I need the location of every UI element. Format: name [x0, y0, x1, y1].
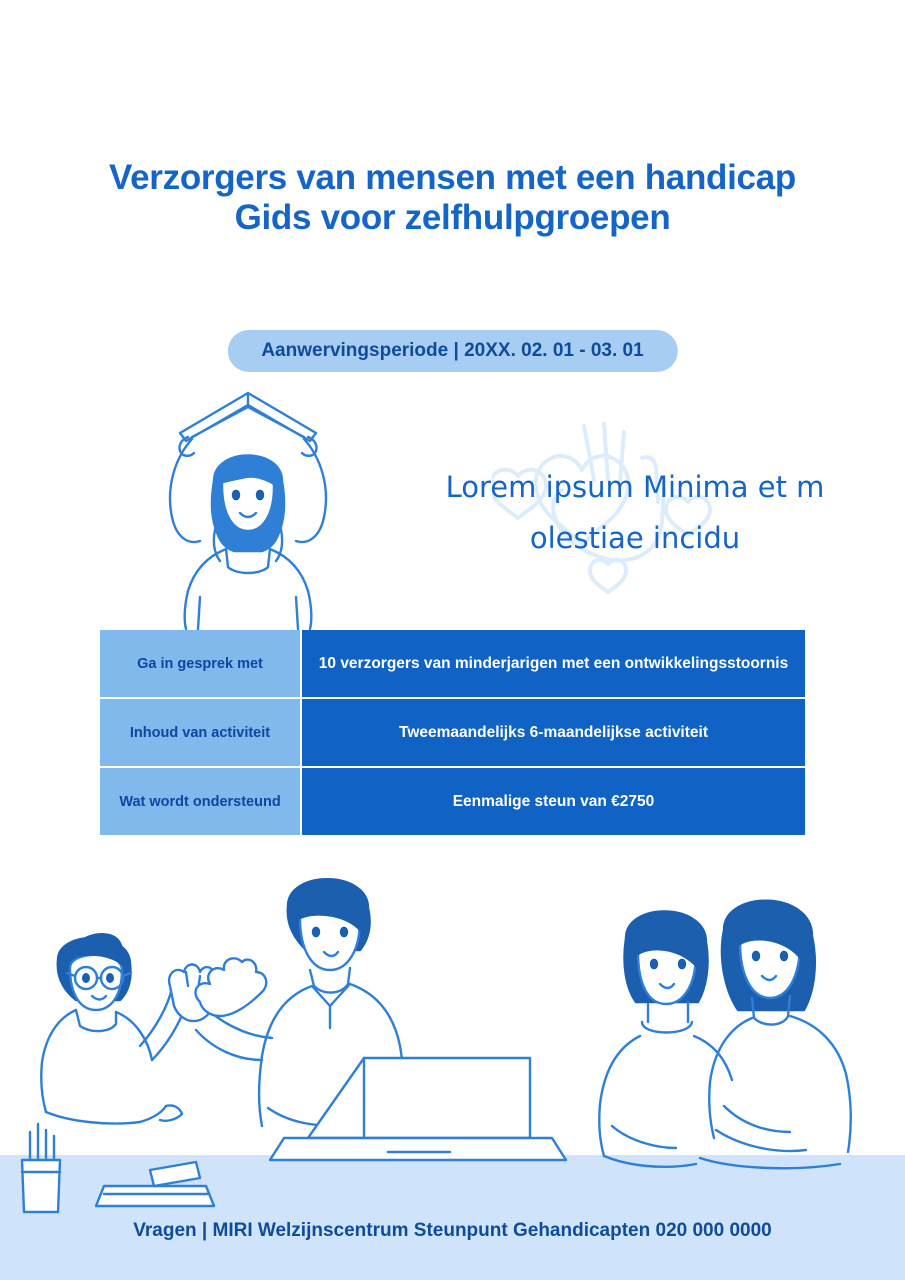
table-row	[100, 699, 805, 766]
table-row	[100, 768, 805, 835]
table-row-value: Eenmalige steun van €2750	[302, 768, 805, 835]
people-group-illustration	[0, 860, 905, 1280]
title-line-2: Gids voor zelfhulpgroepen	[234, 198, 671, 238]
program-info-table	[100, 628, 805, 837]
table-row-label: Ga in gesprek met	[100, 630, 302, 697]
table-row-label: Wat wordt ondersteund	[100, 768, 302, 835]
lorem-script-text	[395, 462, 875, 564]
table-row-value: Tweemaandelijks 6-maandelijkse activiteit	[302, 699, 805, 766]
script-line-1: Lorem ipsum Minima et m	[445, 470, 825, 504]
title-line-1: Verzorgers van mensen met een handicap	[109, 158, 796, 197]
table-row-value: 10 verzorgers van minderjarigen met een ontwikkelingsstoornis	[302, 630, 805, 697]
bottom-illustration-band	[0, 860, 905, 1280]
table-row-label: Inhoud van activiteit	[100, 699, 302, 766]
script-line-2: olestiae incidu	[529, 520, 741, 555]
footer-contact: Vragen | MIRI Welzijnscentrum Steunpunt Gehandicapten 020 000 0000	[133, 1220, 772, 1241]
girl-with-book-illustration	[88, 385, 408, 630]
page-title	[0, 158, 905, 239]
recruitment-period-badge: Aanwervingsperiode | 20XX. 02. 01 - 03. 01	[227, 330, 677, 372]
table-row	[100, 630, 805, 697]
